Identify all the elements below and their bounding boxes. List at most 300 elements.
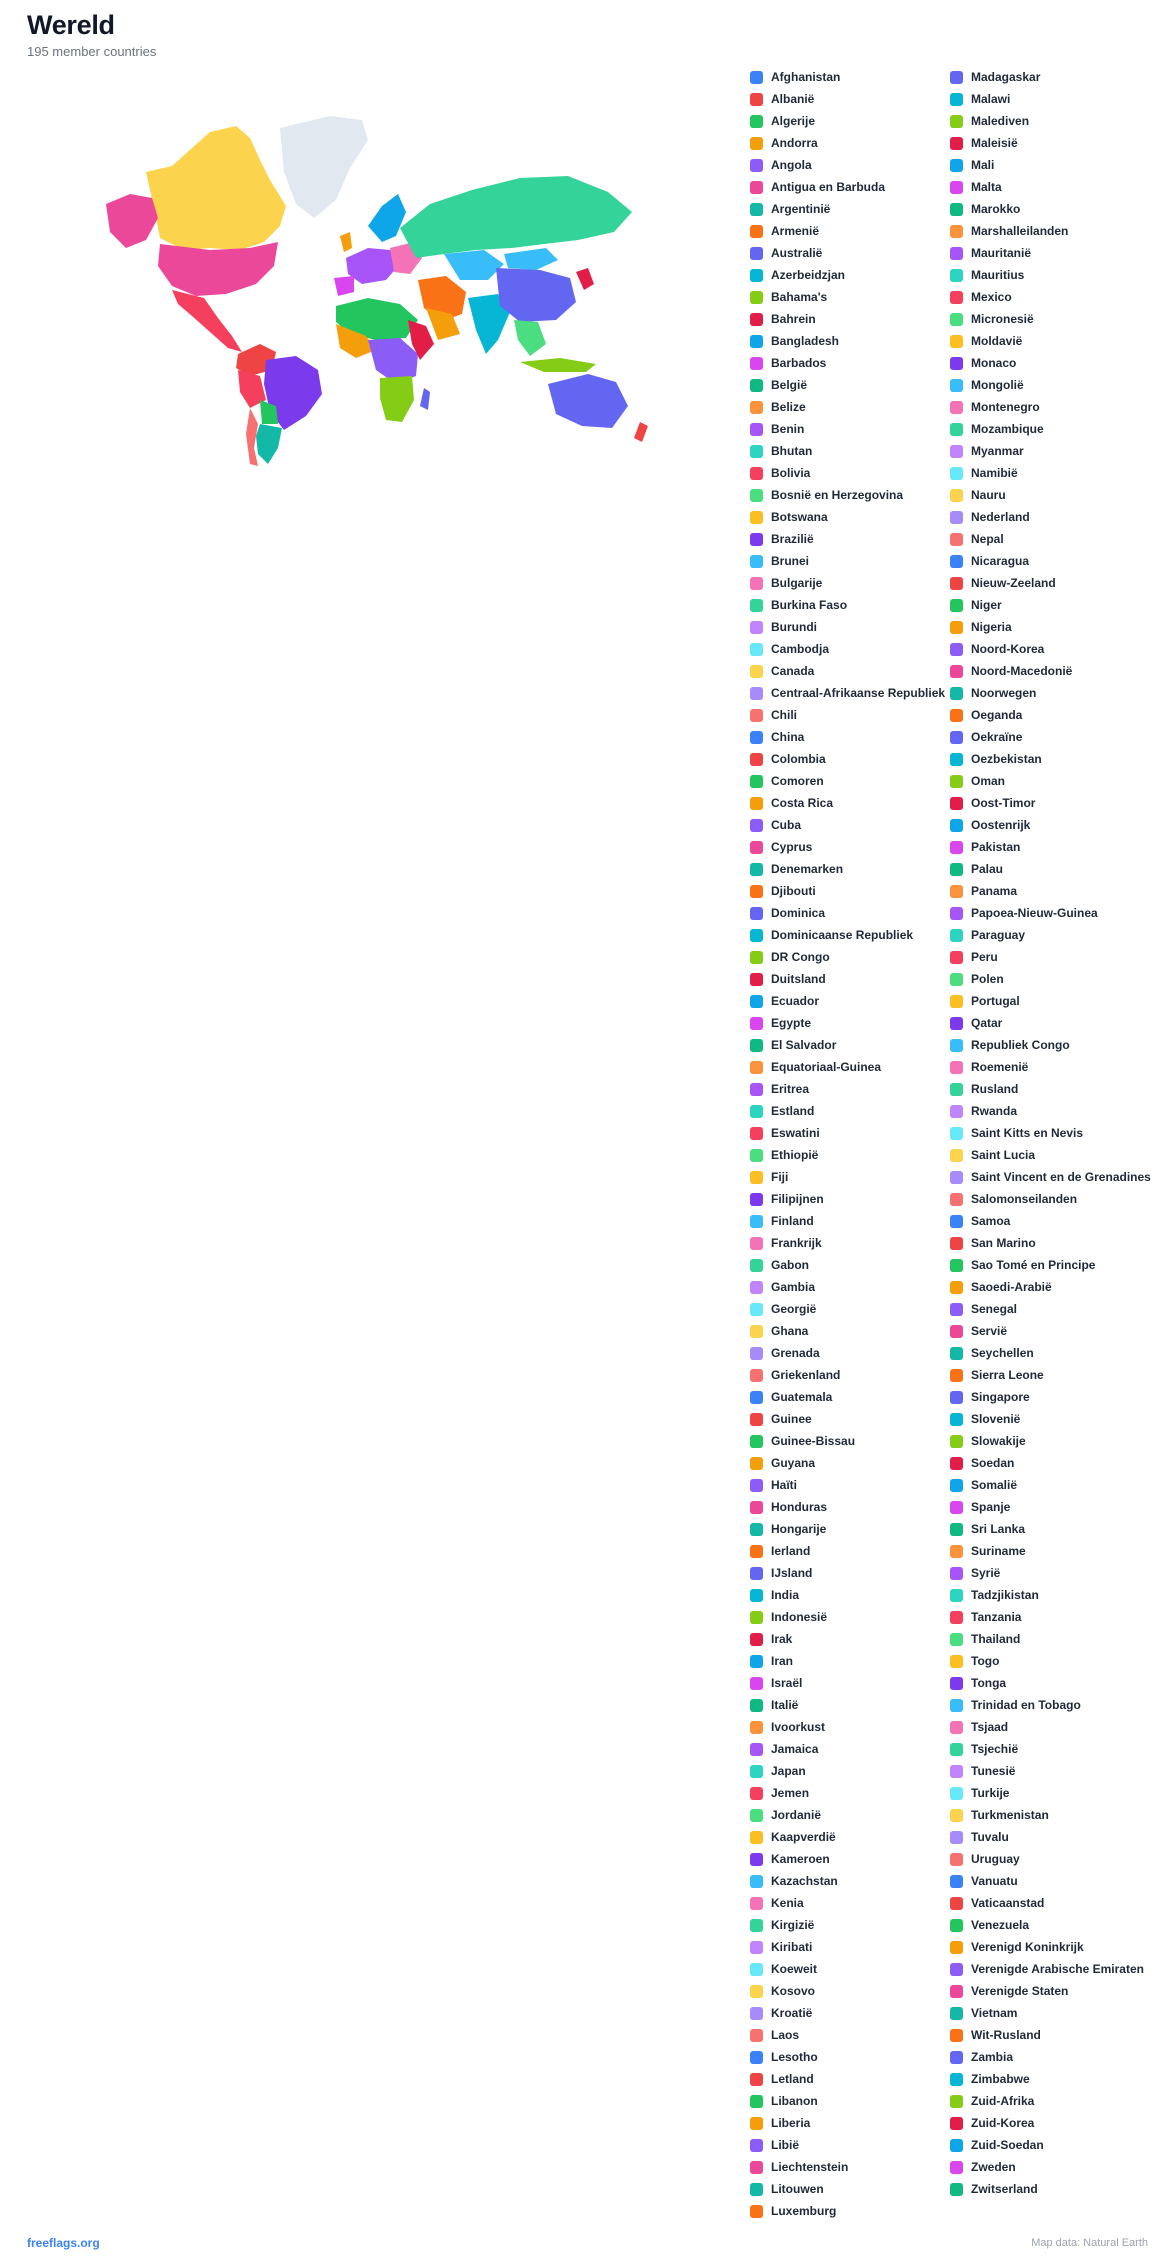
legend-item[interactable] bbox=[950, 2112, 1160, 2134]
legend-item[interactable] bbox=[950, 2156, 1160, 2178]
legend-item[interactable] bbox=[750, 2046, 960, 2068]
legend-item[interactable] bbox=[750, 1100, 960, 1122]
legend-item[interactable] bbox=[750, 132, 960, 154]
legend-label: Gabon bbox=[771, 1258, 809, 1272]
legend-label: Costa Rica bbox=[771, 796, 834, 810]
legend-item[interactable] bbox=[750, 1738, 960, 1760]
legend-label: Ivoorkust bbox=[771, 1720, 826, 1734]
map-region-kazakhstan[interactable] bbox=[444, 250, 504, 280]
legend-item[interactable] bbox=[950, 66, 1160, 88]
legend-item[interactable] bbox=[950, 1892, 1160, 1914]
legend-swatch bbox=[750, 1677, 763, 1690]
map-region-uk[interactable] bbox=[340, 232, 352, 252]
map-region-usa[interactable] bbox=[158, 242, 278, 296]
legend-item[interactable] bbox=[950, 1430, 1160, 1452]
legend-item[interactable] bbox=[950, 682, 1160, 704]
legend-label: Marshalleilanden bbox=[971, 224, 1069, 238]
map-region-scandinavia[interactable] bbox=[368, 194, 406, 242]
legend-item[interactable] bbox=[950, 1936, 1160, 1958]
legend-label: Qatar bbox=[971, 1016, 1003, 1030]
footer-brand-link[interactable]: freeflags.org bbox=[27, 2236, 100, 2250]
legend-item[interactable] bbox=[950, 462, 1160, 484]
legend-item[interactable] bbox=[950, 1298, 1160, 1320]
legend-swatch bbox=[950, 2161, 963, 2174]
map-region-korea-japan[interactable] bbox=[576, 268, 594, 290]
legend-item[interactable] bbox=[950, 286, 1160, 308]
legend-item[interactable] bbox=[750, 1188, 960, 1210]
legend-label: IJsland bbox=[771, 1566, 813, 1580]
legend-label: Rusland bbox=[971, 1082, 1019, 1096]
legend-item[interactable] bbox=[950, 1078, 1160, 1100]
legend-item[interactable] bbox=[750, 1540, 960, 1562]
legend-item[interactable] bbox=[750, 1320, 960, 1342]
legend-label: Oezbekistan bbox=[971, 752, 1042, 766]
legend-item[interactable] bbox=[750, 594, 960, 616]
legend-item[interactable] bbox=[950, 1980, 1160, 2002]
legend-item[interactable] bbox=[950, 132, 1160, 154]
legend-item[interactable] bbox=[750, 858, 960, 880]
legend-item[interactable] bbox=[950, 572, 1160, 594]
legend-item[interactable] bbox=[750, 1848, 960, 1870]
legend-item[interactable] bbox=[750, 2002, 960, 2024]
legend-item[interactable] bbox=[750, 748, 960, 770]
legend-item[interactable] bbox=[950, 660, 1160, 682]
legend-item[interactable] bbox=[750, 2068, 960, 2090]
legend-item[interactable] bbox=[750, 1254, 960, 1276]
legend-item[interactable] bbox=[950, 1694, 1160, 1716]
legend-item[interactable] bbox=[950, 1452, 1160, 1474]
legend-swatch bbox=[750, 665, 763, 678]
legend-label: Nicaragua bbox=[971, 554, 1030, 568]
legend-item[interactable] bbox=[750, 836, 960, 858]
legend-item[interactable] bbox=[750, 1958, 960, 1980]
legend-item[interactable] bbox=[750, 1452, 960, 1474]
legend-item[interactable] bbox=[750, 198, 960, 220]
legend-item[interactable] bbox=[750, 2112, 960, 2134]
legend-item[interactable] bbox=[750, 220, 960, 242]
legend-item[interactable] bbox=[950, 726, 1160, 748]
map-region-southeast-asia[interactable] bbox=[514, 320, 546, 356]
legend-item[interactable] bbox=[750, 990, 960, 1012]
legend-item[interactable] bbox=[750, 154, 960, 176]
legend-item[interactable] bbox=[950, 550, 1160, 572]
legend-item[interactable] bbox=[950, 902, 1160, 924]
legend-label: Finland bbox=[771, 1214, 814, 1228]
legend-swatch bbox=[750, 1281, 763, 1294]
legend-item[interactable] bbox=[750, 2024, 960, 2046]
legend-item[interactable] bbox=[750, 550, 960, 572]
legend-item[interactable] bbox=[750, 88, 960, 110]
map-region-russia[interactable] bbox=[400, 176, 632, 258]
legend-item[interactable] bbox=[750, 1562, 960, 1584]
legend-label: Letland bbox=[771, 2072, 814, 2086]
legend-item[interactable] bbox=[950, 396, 1160, 418]
legend-item[interactable] bbox=[950, 1540, 1160, 1562]
legend-label: Denemarken bbox=[771, 862, 844, 876]
legend-swatch bbox=[950, 269, 963, 282]
legend-swatch bbox=[950, 709, 963, 722]
legend-item[interactable] bbox=[950, 1474, 1160, 1496]
legend-swatch bbox=[750, 973, 763, 986]
legend-item[interactable] bbox=[950, 1562, 1160, 1584]
legend-swatch bbox=[750, 2117, 763, 2130]
legend-swatch bbox=[950, 1017, 963, 1030]
legend-item[interactable] bbox=[750, 660, 960, 682]
legend-item[interactable] bbox=[950, 1848, 1160, 1870]
legend-item[interactable] bbox=[950, 2024, 1160, 2046]
legend-item[interactable] bbox=[750, 638, 960, 660]
legend-item[interactable] bbox=[950, 1738, 1160, 1760]
legend-item[interactable] bbox=[950, 638, 1160, 660]
legend-item[interactable] bbox=[750, 726, 960, 748]
legend-item[interactable] bbox=[750, 1386, 960, 1408]
legend-item[interactable] bbox=[750, 1276, 960, 1298]
legend-item[interactable] bbox=[950, 616, 1160, 638]
legend-label: Jemen bbox=[771, 1786, 810, 1800]
legend-item[interactable] bbox=[750, 286, 960, 308]
legend-label: Cuba bbox=[771, 818, 801, 832]
legend-label: Mauritanië bbox=[971, 246, 1032, 260]
legend-item[interactable] bbox=[950, 1870, 1160, 1892]
legend-label: Singapore bbox=[971, 1390, 1030, 1404]
legend-item[interactable] bbox=[750, 1826, 960, 1848]
legend-item[interactable] bbox=[950, 2178, 1160, 2200]
legend-swatch bbox=[750, 1325, 763, 1338]
legend-item[interactable] bbox=[750, 1870, 960, 1892]
legend-label: Liechtenstein bbox=[771, 2160, 849, 2174]
legend-swatch bbox=[950, 1325, 963, 1338]
legend-item[interactable] bbox=[950, 1056, 1160, 1078]
legend-item[interactable] bbox=[750, 2200, 960, 2222]
legend-item[interactable] bbox=[750, 1694, 960, 1716]
legend-label: Mozambique bbox=[971, 422, 1044, 436]
legend-label: Suriname bbox=[971, 1544, 1026, 1558]
legend-item[interactable] bbox=[750, 1364, 960, 1386]
map-region-mexico[interactable] bbox=[172, 290, 242, 352]
legend-item[interactable] bbox=[950, 2134, 1160, 2156]
legend-swatch bbox=[950, 929, 963, 942]
legend-item[interactable] bbox=[950, 1584, 1160, 1606]
legend-item[interactable] bbox=[750, 418, 960, 440]
legend-item[interactable] bbox=[950, 242, 1160, 264]
legend-item[interactable] bbox=[750, 462, 960, 484]
legend-item[interactable] bbox=[750, 1012, 960, 1034]
legend-swatch bbox=[750, 2095, 763, 2108]
legend-item[interactable] bbox=[750, 1210, 960, 1232]
legend-item[interactable] bbox=[950, 176, 1160, 198]
legend-item[interactable] bbox=[950, 880, 1160, 902]
legend-item[interactable] bbox=[950, 836, 1160, 858]
legend-item[interactable] bbox=[750, 1628, 960, 1650]
page-header bbox=[27, 8, 156, 59]
legend-item[interactable] bbox=[950, 1606, 1160, 1628]
legend-item[interactable] bbox=[950, 770, 1160, 792]
legend-item[interactable] bbox=[950, 704, 1160, 726]
legend-item[interactable] bbox=[950, 1320, 1160, 1342]
map-region-alaska[interactable] bbox=[106, 194, 158, 248]
legend-item[interactable] bbox=[750, 1760, 960, 1782]
legend-item[interactable] bbox=[950, 946, 1160, 968]
legend-item[interactable] bbox=[950, 110, 1160, 132]
legend-label: Peru bbox=[971, 950, 998, 964]
legend-item[interactable] bbox=[950, 1958, 1160, 1980]
legend-item[interactable] bbox=[750, 704, 960, 726]
legend-label: Kiribati bbox=[771, 1940, 813, 1954]
legend-swatch bbox=[950, 1193, 963, 1206]
legend-label: Thailand bbox=[971, 1632, 1021, 1646]
legend-swatch bbox=[750, 1369, 763, 1382]
map-region-mongolia[interactable] bbox=[504, 248, 558, 270]
legend-item[interactable] bbox=[750, 792, 960, 814]
legend-item[interactable] bbox=[750, 1342, 960, 1364]
legend-swatch bbox=[750, 1633, 763, 1646]
legend-item[interactable] bbox=[950, 1276, 1160, 1298]
legend-item[interactable] bbox=[750, 484, 960, 506]
legend-item[interactable] bbox=[750, 396, 960, 418]
legend-item[interactable] bbox=[950, 352, 1160, 374]
legend-swatch bbox=[950, 665, 963, 678]
legend-item[interactable] bbox=[950, 2046, 1160, 2068]
legend-label: Salomonseilanden bbox=[971, 1192, 1078, 1206]
legend-item[interactable] bbox=[950, 1166, 1160, 1188]
legend-item[interactable] bbox=[750, 1606, 960, 1628]
legend-item[interactable] bbox=[750, 946, 960, 968]
legend-label: Oeganda bbox=[971, 708, 1023, 722]
legend-item[interactable] bbox=[950, 748, 1160, 770]
legend-item[interactable] bbox=[750, 264, 960, 286]
map-region-madagascar[interactable] bbox=[420, 388, 430, 410]
legend-item[interactable] bbox=[950, 1188, 1160, 1210]
legend-item[interactable] bbox=[950, 1914, 1160, 1936]
legend-item[interactable] bbox=[950, 990, 1160, 1012]
legend-item[interactable] bbox=[950, 1518, 1160, 1540]
legend-label: Togo bbox=[971, 1654, 1000, 1668]
legend-item[interactable] bbox=[750, 814, 960, 836]
legend-item[interactable] bbox=[950, 1364, 1160, 1386]
map-region-iberia[interactable] bbox=[334, 276, 354, 296]
page-subtitle: 195 member countries bbox=[27, 44, 157, 59]
legend-item[interactable] bbox=[750, 1518, 960, 1540]
legend-swatch bbox=[750, 1809, 763, 1822]
legend-item[interactable] bbox=[750, 528, 960, 550]
legend-swatch bbox=[950, 137, 963, 150]
legend-item[interactable] bbox=[950, 1716, 1160, 1738]
legend-item[interactable] bbox=[950, 1628, 1160, 1650]
legend-item[interactable] bbox=[750, 902, 960, 924]
legend-item[interactable] bbox=[750, 1804, 960, 1826]
legend-label: Ecuador bbox=[771, 994, 820, 1008]
legend-swatch bbox=[750, 1523, 763, 1536]
legend-item[interactable] bbox=[750, 1782, 960, 1804]
legend-item[interactable] bbox=[950, 924, 1160, 946]
legend-item[interactable] bbox=[750, 1914, 960, 1936]
legend-item[interactable] bbox=[750, 176, 960, 198]
legend-item[interactable] bbox=[750, 374, 960, 396]
legend-item[interactable] bbox=[950, 1232, 1160, 1254]
legend-item[interactable] bbox=[750, 2178, 960, 2200]
legend-item[interactable] bbox=[950, 1342, 1160, 1364]
legend-item[interactable] bbox=[750, 440, 960, 462]
legend-label: Jamaica bbox=[771, 1742, 819, 1756]
map-region-australia[interactable] bbox=[548, 374, 628, 428]
legend-label: Verenigd Koninkrijk bbox=[971, 1940, 1084, 1954]
legend-item[interactable] bbox=[950, 506, 1160, 528]
legend-swatch bbox=[750, 841, 763, 854]
legend-item[interactable] bbox=[950, 1760, 1160, 1782]
legend-item[interactable] bbox=[950, 374, 1160, 396]
legend-item[interactable] bbox=[750, 330, 960, 352]
legend-swatch bbox=[750, 1259, 763, 1272]
map-region-new-zealand[interactable] bbox=[634, 422, 648, 442]
legend-item[interactable] bbox=[950, 1386, 1160, 1408]
legend-item[interactable] bbox=[950, 1254, 1160, 1276]
legend-item[interactable] bbox=[950, 1034, 1160, 1056]
legend-column-1 bbox=[750, 66, 960, 2222]
legend-item[interactable] bbox=[950, 484, 1160, 506]
legend-label: Equatoriaal-Guinea bbox=[771, 1060, 882, 1074]
legend-item[interactable] bbox=[950, 220, 1160, 242]
legend-swatch bbox=[750, 599, 763, 612]
legend-item[interactable] bbox=[750, 1144, 960, 1166]
legend-swatch bbox=[750, 1963, 763, 1976]
legend-item[interactable] bbox=[750, 110, 960, 132]
legend-item[interactable] bbox=[950, 858, 1160, 880]
legend-swatch bbox=[950, 1303, 963, 1316]
legend-item[interactable] bbox=[750, 1716, 960, 1738]
legend-label: Saint Lucia bbox=[971, 1148, 1036, 1162]
legend-item[interactable] bbox=[750, 616, 960, 638]
legend-item[interactable] bbox=[750, 968, 960, 990]
legend-label: Noord-Korea bbox=[971, 642, 1045, 656]
legend-item[interactable] bbox=[950, 1672, 1160, 1694]
legend-item[interactable] bbox=[950, 1782, 1160, 1804]
legend-label: Trinidad en Tobago bbox=[971, 1698, 1081, 1712]
legend-item[interactable] bbox=[750, 1474, 960, 1496]
legend-item[interactable] bbox=[750, 1232, 960, 1254]
legend-item[interactable] bbox=[950, 2090, 1160, 2112]
legend-item[interactable] bbox=[950, 2068, 1160, 2090]
legend-item[interactable] bbox=[950, 1826, 1160, 1848]
legend-item[interactable] bbox=[950, 1100, 1160, 1122]
legend-item[interactable] bbox=[750, 2090, 960, 2112]
legend-item[interactable] bbox=[950, 594, 1160, 616]
legend-item[interactable] bbox=[750, 1892, 960, 1914]
legend-item[interactable] bbox=[750, 66, 960, 88]
legend-item[interactable] bbox=[950, 264, 1160, 286]
legend-item[interactable] bbox=[950, 88, 1160, 110]
legend-item[interactable] bbox=[750, 1650, 960, 1672]
legend-label: Mauritius bbox=[971, 268, 1025, 282]
legend-item[interactable] bbox=[950, 2002, 1160, 2024]
legend-label: Malta bbox=[971, 180, 1002, 194]
legend-label: Griekenland bbox=[771, 1368, 841, 1382]
legend-label: Honduras bbox=[771, 1500, 828, 1514]
legend-swatch bbox=[950, 1039, 963, 1052]
legend-label: Pakistan bbox=[971, 840, 1021, 854]
legend-item[interactable] bbox=[750, 1034, 960, 1056]
map-region-southern-africa[interactable] bbox=[380, 376, 414, 422]
legend-swatch bbox=[750, 2007, 763, 2020]
legend-label: Georgië bbox=[771, 1302, 817, 1316]
legend-item[interactable] bbox=[950, 1408, 1160, 1430]
legend-item[interactable] bbox=[750, 1672, 960, 1694]
legend-item[interactable] bbox=[750, 682, 960, 704]
legend-item[interactable] bbox=[950, 1804, 1160, 1826]
legend-item[interactable] bbox=[950, 792, 1160, 814]
legend-label: Kazachstan bbox=[771, 1874, 838, 1888]
legend-item[interactable] bbox=[750, 352, 960, 374]
legend-item[interactable] bbox=[950, 308, 1160, 330]
map-region-canada[interactable] bbox=[146, 126, 286, 250]
legend-label: Litouwen bbox=[771, 2182, 824, 2196]
legend-item[interactable] bbox=[950, 814, 1160, 836]
legend-item[interactable] bbox=[750, 572, 960, 594]
legend-item[interactable] bbox=[950, 418, 1160, 440]
legend-item[interactable] bbox=[750, 1936, 960, 1958]
legend-swatch bbox=[750, 1149, 763, 1162]
legend-swatch bbox=[950, 995, 963, 1008]
legend-item[interactable] bbox=[750, 1584, 960, 1606]
legend-item[interactable] bbox=[950, 1650, 1160, 1672]
legend-label: Nauru bbox=[971, 488, 1006, 502]
legend-item[interactable] bbox=[750, 924, 960, 946]
legend-swatch bbox=[950, 577, 963, 590]
world-map[interactable] bbox=[100, 108, 660, 468]
legend-item[interactable] bbox=[750, 2134, 960, 2156]
legend-item[interactable] bbox=[750, 2156, 960, 2178]
legend-item[interactable] bbox=[950, 968, 1160, 990]
legend-item[interactable] bbox=[750, 308, 960, 330]
legend-item[interactable] bbox=[750, 1078, 960, 1100]
legend-item[interactable] bbox=[950, 1144, 1160, 1166]
legend-item[interactable] bbox=[750, 880, 960, 902]
legend-label: Frankrijk bbox=[771, 1236, 822, 1250]
legend-label: Vanuatu bbox=[971, 1874, 1018, 1888]
legend-item[interactable] bbox=[950, 528, 1160, 550]
legend-item[interactable] bbox=[750, 770, 960, 792]
legend-label: Oost-Timor bbox=[971, 796, 1036, 810]
legend-label: Panama bbox=[971, 884, 1018, 898]
legend-item[interactable] bbox=[950, 154, 1160, 176]
legend-swatch bbox=[750, 797, 763, 810]
legend-item[interactable] bbox=[750, 242, 960, 264]
legend-item[interactable] bbox=[750, 1056, 960, 1078]
map-region-argentina[interactable] bbox=[256, 424, 282, 464]
legend-item[interactable] bbox=[950, 1122, 1160, 1144]
legend-item[interactable] bbox=[950, 330, 1160, 352]
legend-item[interactable] bbox=[950, 1012, 1160, 1034]
legend-item[interactable] bbox=[950, 1496, 1160, 1518]
legend-swatch bbox=[950, 1985, 963, 1998]
legend-item[interactable] bbox=[750, 506, 960, 528]
legend-item[interactable] bbox=[750, 1980, 960, 2002]
legend-item[interactable] bbox=[950, 440, 1160, 462]
legend-label: Iran bbox=[771, 1654, 794, 1668]
legend-label: Centraal-Afrikaanse Republiek bbox=[771, 686, 946, 700]
legend-item[interactable] bbox=[750, 1408, 960, 1430]
map-region-indonesia[interactable] bbox=[520, 358, 596, 372]
legend-item[interactable] bbox=[750, 1166, 960, 1188]
legend-item[interactable] bbox=[750, 1122, 960, 1144]
legend-item[interactable] bbox=[950, 1210, 1160, 1232]
legend-swatch bbox=[950, 423, 963, 436]
legend-item[interactable] bbox=[750, 1430, 960, 1452]
legend-item[interactable] bbox=[750, 1298, 960, 1320]
legend-item[interactable] bbox=[750, 1496, 960, 1518]
legend-swatch bbox=[750, 577, 763, 590]
legend-item[interactable] bbox=[950, 198, 1160, 220]
legend-swatch bbox=[950, 2095, 963, 2108]
